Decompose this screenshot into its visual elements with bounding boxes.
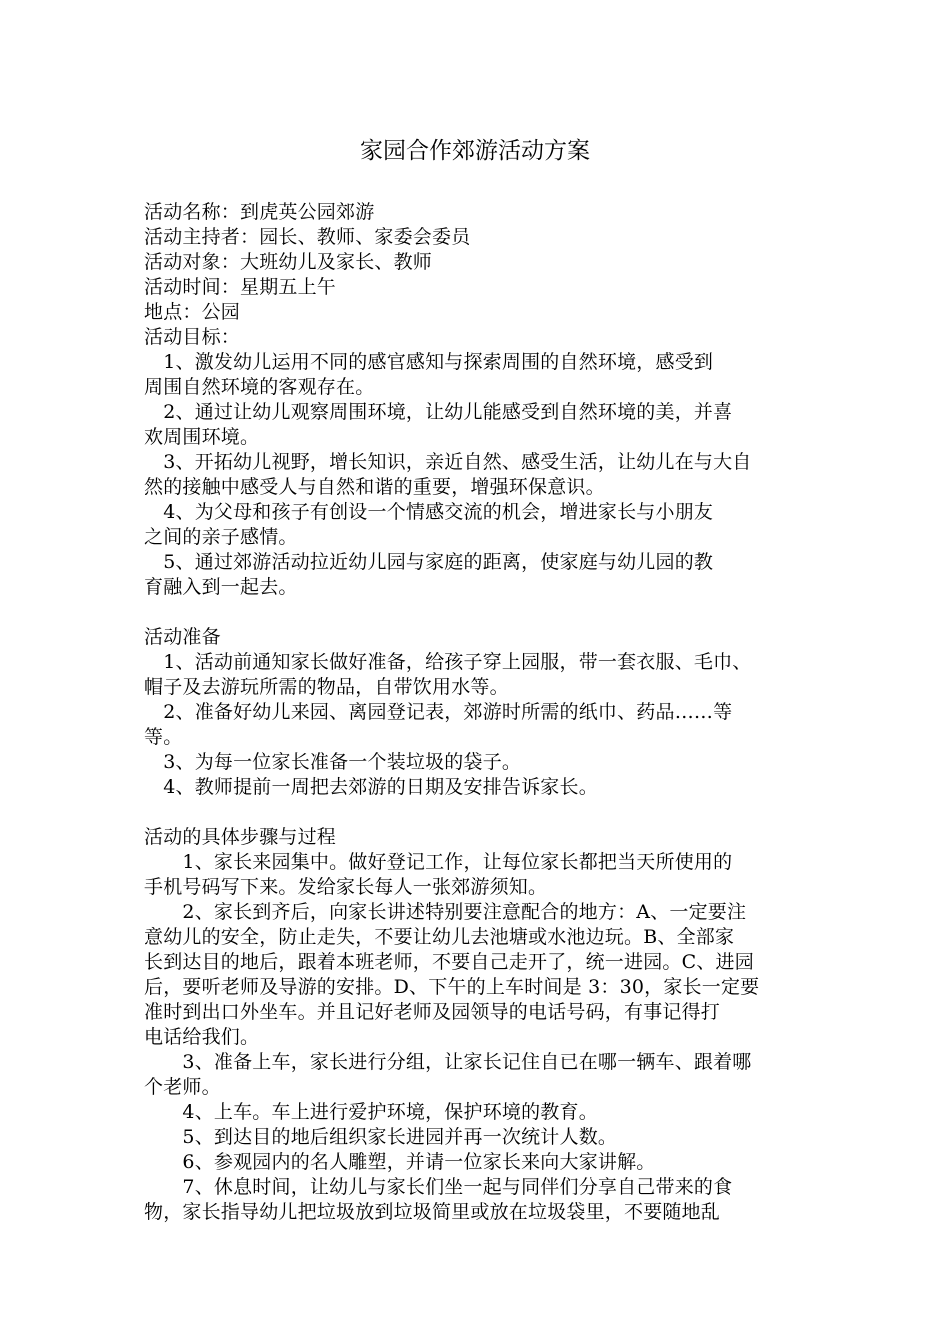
text-line: 电话给我们。 [144, 1026, 260, 1048]
text-line: 3、为每一位家长准备一个装垃圾的袋子。 [144, 751, 522, 773]
text-line: 准时到出口外坐车。并且记好老师及园领导的电话号码，有事记得打 [144, 1001, 721, 1023]
text-line: 育融入到一起去。 [144, 576, 298, 598]
text-line: 欢周围环境。 [144, 426, 260, 448]
text-line: 帽子及去游玩所需的物品，自带饮用水等。 [144, 676, 509, 698]
text-line: 然的接触中感受人与自然和谐的重要，增强环保意识。 [144, 476, 605, 498]
text-line: 等。 [144, 726, 183, 748]
text-line: 之间的亲子感情。 [144, 526, 298, 548]
text-line: 6、参观园内的名人雕塑，并请一位家长来向大家讲解。 [144, 1151, 656, 1173]
text-line: 7、休息时间，让幼儿与家长们坐一起与同伴们分享自己带来的食 [144, 1176, 733, 1198]
text-line: 活动目标： [144, 326, 241, 348]
document-title: 家园合作郊游活动方案 [360, 138, 590, 164]
text-line: 周围自然环境的客观存在。 [144, 376, 375, 398]
text-line: 活动主持者：园长、教师、家委会委员 [144, 226, 471, 248]
text-line: 2、通过让幼儿观察周围环境，让幼儿能感受到自然环境的美，并喜 [144, 401, 733, 423]
text-line: 地点：公园 [144, 301, 241, 323]
text-line: 物，家长指导幼儿把垃圾放到垃圾简里或放在垃圾袋里，不要随地乱 [144, 1201, 721, 1223]
text-line: 2、准备好幼儿来园、离园登记表，郊游时所需的纸巾、药品……等 [144, 701, 733, 723]
text-line: 1、活动前通知家长做好准备，给孩子穿上园服，带一套衣服、毛巾、 [144, 651, 752, 673]
text-line: 4、上车。车上进行爱护环境，保护环境的教育。 [144, 1101, 598, 1123]
text-line: 个老师。 [144, 1076, 221, 1098]
text-line: 5、到达目的地后组织家长进园并再一次统计人数。 [144, 1126, 618, 1148]
text-line: 活动对象：大班幼儿及家长、教师 [144, 251, 433, 273]
section-heading: 活动准备 [144, 626, 221, 648]
text-line: 2、家长到齐后，向家长讲述特别要注意配合的地方：A、一定要注 [144, 901, 747, 923]
section-heading: 活动的具体步骤与过程 [144, 826, 337, 848]
text-line: 1、激发幼儿运用不同的感官感知与探索周围的自然环境，感受到 [144, 351, 714, 373]
text-line: 4、为父母和孩子有创设一个情感交流的机会，增进家长与小朋友 [144, 501, 714, 523]
text-line: 手机号码写下来。发给家长每人一张郊游须知。 [144, 876, 548, 898]
text-line: 后，要听老师及导游的安排。D、下午的上车时间是 3：30，家长一定要 [144, 976, 760, 998]
text-line: 3、准备上车，家长进行分组，让家长记住自已在哪一辆车、跟着哪 [144, 1051, 752, 1073]
text-line: 5、通过郊游活动拉近幼儿园与家庭的距离，使家庭与幼儿园的教 [144, 551, 714, 573]
text-line: 3、开拓幼儿视野，增长知识，亲近自然、感受生活，让幼儿在与大自 [144, 451, 752, 473]
text-line: 1、家长来园集中。做好登记工作，让每位家长都把当天所使用的 [144, 851, 733, 873]
text-line: 意幼儿的安全，防止走失，不要让幼儿去池塘或水池边玩。B、全部家 [144, 926, 735, 948]
text-line: 活动名称：到虎英公园郊游 [144, 201, 375, 223]
text-line: 活动时间：星期五上午 [144, 276, 337, 298]
text-line: 长到达目的地后，跟着本班老师，不要自己走开了，统一进园。C、进园 [144, 951, 754, 973]
text-line: 4、教师提前一周把去郊游的日期及安排告诉家长。 [144, 776, 598, 798]
